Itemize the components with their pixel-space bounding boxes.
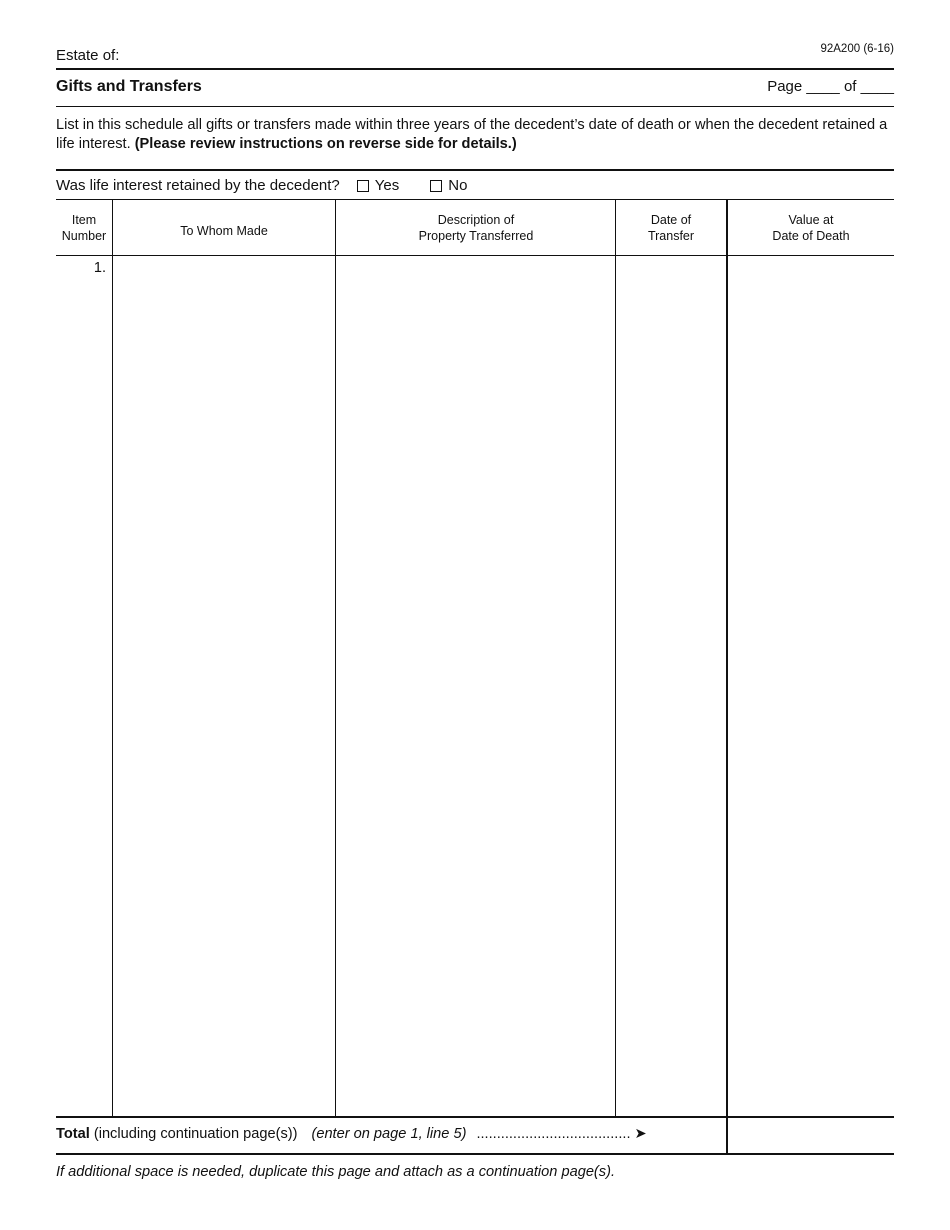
col-divider-2 xyxy=(335,199,336,1116)
header-description: Description of Property Transferred xyxy=(418,213,534,243)
total-note: (enter on page 1, line 5) xyxy=(311,1126,467,1142)
header-date-of-transfer: Date of Transfer xyxy=(647,213,695,243)
yes-checkbox[interactable] xyxy=(357,180,369,192)
title-rule xyxy=(56,106,894,107)
life-interest-question xyxy=(56,177,467,194)
total-row xyxy=(56,1125,647,1142)
question-label: Was life interest retained by the decedent? xyxy=(56,177,340,194)
footer-note: If additional space is needed, duplicate this page and attach as a continuation page(s). xyxy=(56,1164,616,1180)
total-paren: (including continuation page(s)) xyxy=(89,1126,298,1142)
instructions-text: List in this schedule all gifts or transfers made within three years of the decedent’s date of death or when the decedent retained a life interest. xyxy=(56,117,888,152)
instructions xyxy=(56,116,894,154)
header-to-whom-made: To Whom Made xyxy=(180,224,268,238)
estate-label: Estate of: xyxy=(56,47,120,64)
no-checkbox[interactable] xyxy=(430,180,442,192)
col-divider-1 xyxy=(112,199,113,1116)
col-divider-4 xyxy=(726,199,728,1154)
instructions-bold: (Please review instructions on reverse side for details.) xyxy=(134,136,517,152)
col-divider-3 xyxy=(615,199,616,1116)
page-of-field[interactable]: Page ____ of ____ xyxy=(767,78,894,95)
header-bottom-rule xyxy=(56,255,894,256)
top-rule xyxy=(56,68,894,70)
header-item-number: Item Number xyxy=(61,213,107,243)
form-number: 92A200 (6-16) xyxy=(820,43,894,55)
total-top-rule xyxy=(56,1116,894,1118)
total-label: Total xyxy=(56,1126,90,1142)
total-bottom-rule xyxy=(56,1153,894,1155)
no-label: No xyxy=(448,177,468,194)
item-number-cell: 1. xyxy=(93,260,106,276)
yes-label: Yes xyxy=(374,177,400,194)
no-option[interactable] xyxy=(430,177,467,194)
header-value-at-death: Value at Date of Death xyxy=(772,213,850,243)
arrow-icon: ➤ xyxy=(634,1126,647,1142)
table-top-rule xyxy=(56,199,894,200)
form-page xyxy=(56,0,894,1230)
form-title: Gifts and Transfers xyxy=(56,78,202,95)
instructions-rule xyxy=(56,169,894,171)
yes-option[interactable] xyxy=(357,177,399,194)
leader-dots: ...................................... xyxy=(476,1126,631,1142)
